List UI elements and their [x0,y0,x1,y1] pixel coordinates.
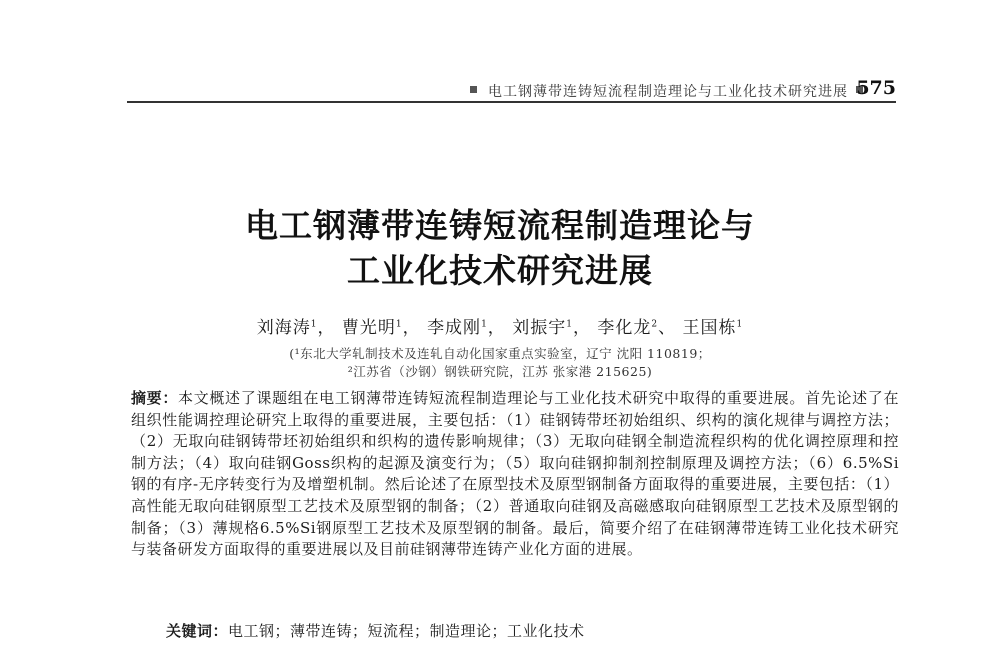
author-affiliation-mark: 1 [481,319,488,330]
article-title-line-2: 工业化技术研究进展 [347,251,653,290]
keywords-text: 电工钢；薄带连铸；短流程；制造理论；工业化技术 [228,622,585,640]
author-affiliation-mark: 2 [651,319,659,330]
author-list [0,313,1000,338]
abstract-text: 本文概述了课题组在电工钢薄带连铸短流程制造理论与工业化技术研究中取得的重要进展。首先论述了在组织性能调控理论研究上取得的重要进展，主要包括：（1）硅钢铸带坯初始组织、织构的演化规律与调控方法；（2）无取向硅钢铸带坯初始组织和织构的遗传影响规律；（3）无取向硅钢全制造流程织构的优化调控原理和控制方法；（4）取向硅钢Goss织构的起源及演变行为；（5）取向硅钢抑制剂控制原理及调控方法；（6）6.5%Si钢的有序-无序转变行为及增塑机制。然后论述了在原型技术及原型钢制备方面取得的重要进展，主要包括：（1）高性能无取向硅钢原型工艺技术及原型钢的制备；（2）普通取向硅钢及高磁感取向硅钢原型工艺技术及原型钢的制备；（3）薄规格6.5%Si钢原型工艺技术及原型钢的制备。最后，简要介绍了在硅钢薄带连铸工业化技术研究与装备研发方面取得的重要进展以及目前硅钢薄带连铸产业化方面的进展。 [131,389,899,559]
header-bullet-icon [470,86,477,93]
author-affiliation-mark: 1 [395,319,403,330]
abstract-label: 摘要： [131,389,179,407]
author-name: 王国栋 [682,318,737,338]
author-name: 刘海涛 [256,318,311,338]
abstract [131,388,899,561]
author-affiliation-mark: 1 [566,319,573,330]
author-separator: ， [402,318,421,338]
affiliation-line-2: ²江苏省（沙钢）钢铁研究院，江苏 张家港 215625) [347,364,653,379]
author-separator: ， [487,318,506,338]
author-name: 李成刚 [427,318,482,338]
keywords-label: 关键词： [166,622,229,640]
affiliation-line-1: (¹东北大学轧制技术及连轧自动化国家重点实验室，辽宁 沈阳 110819； [289,346,711,361]
author-separator: 、 [658,318,677,338]
author-name: 刘振宇 [512,318,567,338]
page-number: 575 [856,77,896,99]
keywords [166,620,886,641]
author-name: 曹光明 [341,318,396,338]
article-title-line-1: 电工钢薄带连铸短流程制造理论与 [245,206,755,245]
header-rule [127,101,896,103]
author-affiliation-mark: 1 [736,319,744,330]
author-name: 李化龙 [597,318,652,338]
author-affiliation-mark: 1 [310,319,318,330]
author-separator: ， [317,318,336,338]
running-header-title: 电工钢薄带连铸短流程制造理论与工业化技术研究进展 [488,84,848,100]
author-separator: ， [572,318,591,338]
